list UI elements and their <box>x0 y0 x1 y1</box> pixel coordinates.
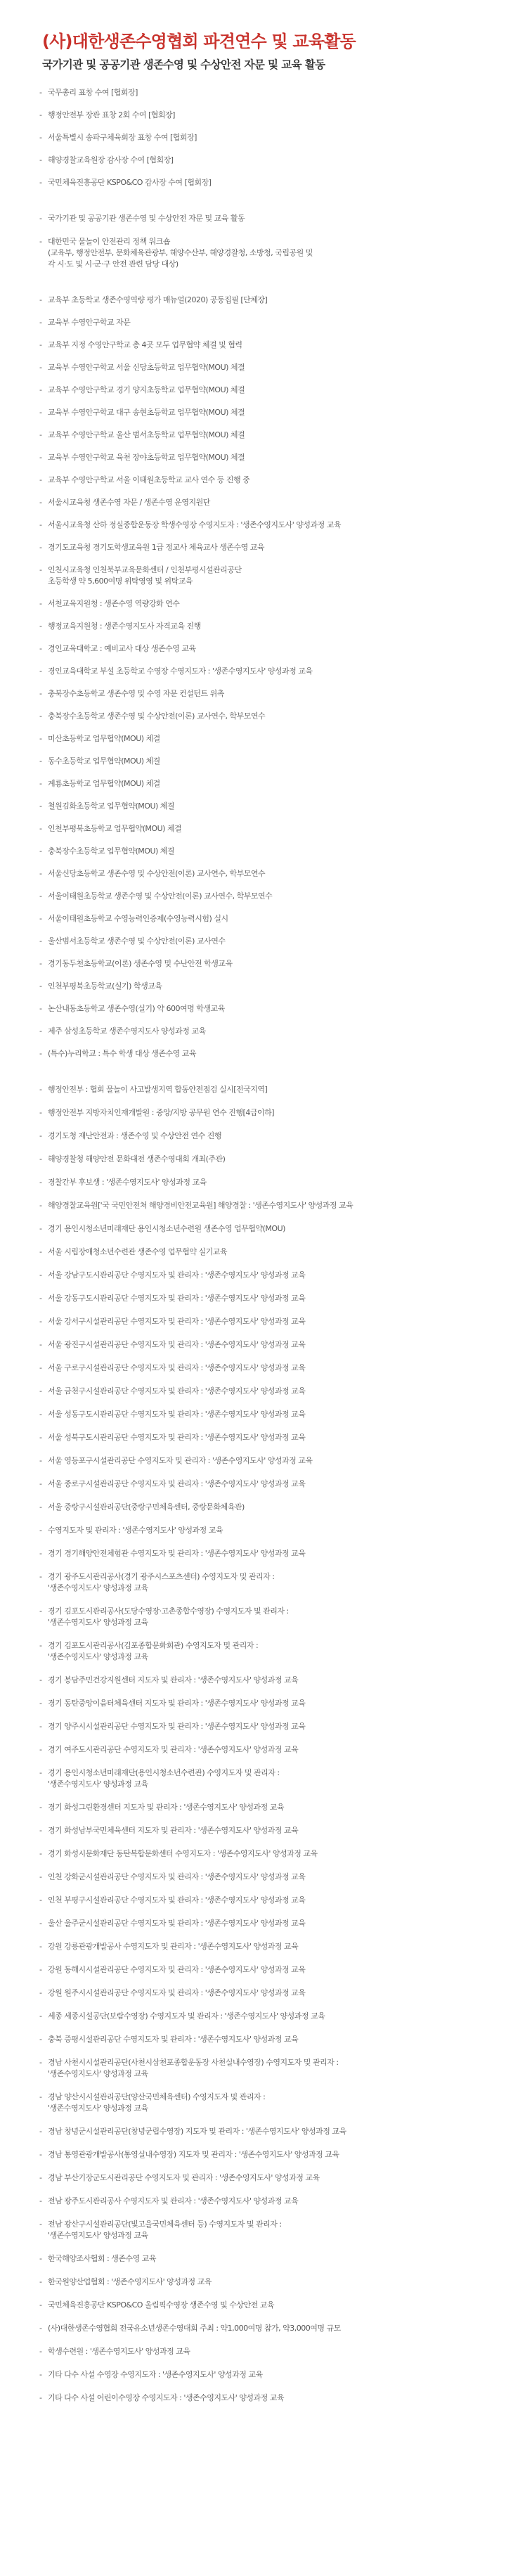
list-item-text: 국민체육진흥공단 KSPO&CO 올림픽수영장 생존수영 및 수상안전 교육 <box>48 2300 275 2310</box>
list-item-text: 경기 화성그린환경센터 지도자 및 관리자 : '생존수영지도사' 양성과정 교육 <box>48 1803 285 1812</box>
list-item <box>39 520 485 531</box>
list-item-text: 교육부 수영안구학교 서울 신당초등학교 업무협약(MOU) 체결 <box>48 363 245 372</box>
list-item-text: 행정안전부 지방자치인재개발원 : 중앙/지방 공무원 연수 진행[4급이하] <box>48 1108 274 1117</box>
list-item-text: 경찰간부 후보생 : '생존수영지도사' 양성과정 교육 <box>48 1178 207 1187</box>
bullet-dash: - <box>39 1479 42 1488</box>
list-item <box>39 2346 485 2357</box>
list-item-text: 충북장수초등학교 생존수영 및 수상안전(이론) 교사연수, 학부모연수 <box>48 711 266 721</box>
bullet-dash: - <box>39 801 42 811</box>
bullet-dash: - <box>39 475 42 484</box>
list-item <box>39 958 485 970</box>
list-item-text: 경인교육대학교 : 예비교사 대상 생존수영 교육 <box>48 644 196 653</box>
list-item <box>39 1988 485 1999</box>
list-item-text: 서울이태원초등학교 생존수영 및 수상안전(이론) 교사연수, 학부모연수 <box>48 891 273 901</box>
list-item-text: 서울시교육청 산하 정실종합운동장 학생수영장 수영지도자 : '생존수영지도사' 양성과정 교육 <box>48 520 342 529</box>
bullet-dash: - <box>39 1154 42 1164</box>
list-item <box>39 1154 485 1165</box>
list-item-text: 충북 증평시설관리공단 수영지도자 및 관리자 : '생존수영지도사' 양성과정 교육 <box>48 2035 299 2044</box>
bullet-dash: - <box>39 453 42 462</box>
bullet-dash: - <box>39 2393 42 2402</box>
bullet-dash: - <box>39 2058 42 2067</box>
list-item-text: 서울시교육청 생존수영 자문 / 생존수영 운영지원단 <box>48 498 210 507</box>
bullet-dash: - <box>39 1410 42 1419</box>
bullet-dash: - <box>39 1004 42 1013</box>
bullet-dash: - <box>39 1247 42 1256</box>
bullet-dash: - <box>39 110 42 120</box>
bullet-dash: - <box>39 133 42 142</box>
list-item-text: 경기 동탄중앙이음터체육센터 지도자 및 관리자 : '생존수영지도사' 양성과정 교육 <box>48 1699 306 1708</box>
list-item <box>39 213 485 224</box>
list-item <box>39 1048 485 1060</box>
bullet-dash: - <box>39 711 42 721</box>
list-item-text: 동수초등학교 업무협약(MOU) 체결 <box>48 756 160 766</box>
list-item <box>39 1698 485 1709</box>
bullet-dash: - <box>39 543 42 552</box>
list-item <box>39 110 485 121</box>
list-item <box>39 1363 485 1374</box>
list-item-text: 경남 양산시시설관리공단(양산국민체육센터) 수영지도자 및 관리자 : '생존수영지도사' 양성과정 교육 <box>48 2092 266 2113</box>
bullet-dash: - <box>39 2011 42 2021</box>
list-item <box>39 2196 485 2207</box>
list-item-text: 서울 종로구시설관리공단 수영지도자 및 관리자 : '생존수영지도사' 양성과정 교육 <box>48 1479 306 1488</box>
list-item-text: 경남 통영관광개발공사(통영실내수영장) 지도자 및 관리자 : '생존수영지도사' 양성과정 교육 <box>48 2150 339 2159</box>
bullet-dash: - <box>39 155 42 165</box>
list-item <box>39 340 485 351</box>
list-item <box>39 542 485 553</box>
list-item-text: 교육부 수영안구학교 울산 범서초등학교 업무협약(MOU) 체결 <box>48 430 245 439</box>
list-item <box>39 2369 485 2381</box>
list-item-text: 경기 여주도시관리공단 수영지도자 및 관리자 : '생존수영지도사' 양성과정 교육 <box>48 1745 299 1754</box>
bullet-dash: - <box>39 2196 42 2205</box>
bullet-dash: - <box>39 237 42 246</box>
list-item <box>39 981 485 992</box>
bullet-dash: - <box>39 1108 42 1117</box>
list-item <box>39 475 485 486</box>
list-item <box>39 2253 485 2265</box>
list-item-text: 교육부 수영안구학교 자문 <box>48 318 131 327</box>
list-item <box>39 407 485 418</box>
list-item-text: 충북장수초등학교 업무협약(MOU) 체결 <box>48 846 175 856</box>
bullet-dash: - <box>39 385 42 394</box>
list-item <box>39 2219 485 2241</box>
bullet-dash: - <box>39 959 42 968</box>
activity-section <box>39 1084 485 2404</box>
list-item-text: 경기도교육청 경기도학생교육원 1급 정교사 체육교사 생존수영 교육 <box>48 543 265 552</box>
list-item <box>39 913 485 925</box>
list-item-text: 행정교육지원청 : 생존수영지도사 자격교육 진행 <box>48 622 201 631</box>
list-item-text: 경기 봉담주민건강지원센터 지도자 및 관리자 : '생존수영지도사' 양성과정 교육 <box>48 1675 299 1685</box>
list-item-text: 국가기관 및 공공기관 생존수영 및 수상안전 자문 및 교육 활동 <box>48 214 245 223</box>
list-item-text: 강원 원주시시설관리공단 수영지도자 및 관리자 : '생존수영지도사' 양성과정 교육 <box>48 1988 306 1997</box>
list-item-text: 서울 강동구도시관리공단 수영지도자 및 관리자 : '생존수영지도사' 양성과정 교육 <box>48 1294 306 1303</box>
list-item-text: 강원 강릉관광개발공사 수영지도자 및 관리자 : '생존수영지도사' 양성과정 교육 <box>48 1942 299 1951</box>
bullet-dash: - <box>39 2035 42 2044</box>
bullet-dash: - <box>39 1872 42 1881</box>
bullet-dash: - <box>39 2173 42 2182</box>
bullet-dash: - <box>39 2300 42 2310</box>
bullet-dash: - <box>39 1363 42 1372</box>
list-item <box>39 778 485 790</box>
bullet-dash: - <box>39 363 42 372</box>
bullet-dash: - <box>39 1803 42 1812</box>
list-item <box>39 497 485 508</box>
list-item-text: 계룡초등학교 업무협약(MOU) 체결 <box>48 779 160 788</box>
activity-section <box>39 295 485 1060</box>
list-item-text: 강원 동해시시설관리공단 수영지도자 및 관리자 : '생존수영지도사' 양성과정 교육 <box>48 1965 306 1974</box>
list-item <box>39 1767 485 1790</box>
list-item <box>39 1941 485 1952</box>
list-item <box>39 1571 485 1594</box>
list-item-text: 교육부 수영안구학교 경기 양지초등학교 업무협약(MOU) 체결 <box>48 385 245 394</box>
bullet-dash: - <box>39 1826 42 1835</box>
bullet-dash: - <box>39 1699 42 1708</box>
bullet-dash: - <box>39 1433 42 1442</box>
list-item <box>39 1872 485 1883</box>
list-item <box>39 868 485 880</box>
bullet-dash: - <box>39 1317 42 1326</box>
bullet-dash: - <box>39 430 42 439</box>
bullet-dash: - <box>39 1849 42 1858</box>
bullet-dash: - <box>39 2127 42 2136</box>
bullet-dash: - <box>39 1224 42 1233</box>
list-item-text: 서울 금천구시설관리공단 수영지도자 및 관리자 : '생존수영지도사' 양성과정 교육 <box>48 1386 306 1396</box>
list-item-text: 경기 광주도시관리공사(경기 광주시스포츠센터) 수영지도자 및 관리자 : '생존수영지도사' 양성과정 교육 <box>48 1572 275 1592</box>
list-item-text: 경기 양주시시설관리공단 수영지도자 및 관리자 : '생존수영지도사' 양성과정 교육 <box>48 1722 306 1731</box>
bullet-dash: - <box>39 1502 42 1512</box>
list-item <box>39 1455 485 1467</box>
bullet-dash: - <box>39 2220 42 2229</box>
list-item <box>39 891 485 902</box>
list-item-text: 서울이태원초등학교 수영능력인증제(수영능력시험) 실시 <box>48 914 228 923</box>
bullet-dash: - <box>39 779 42 788</box>
list-item-text: 교육부 수영안구학교 육천 장야초등학교 업무협약(MOU) 체결 <box>48 453 245 462</box>
list-item-text: 서울 광진구시설관리공단 수영지도자 및 관리자 : '생존수영지도사' 양성과정 교육 <box>48 1340 306 1349</box>
list-item <box>39 2034 485 2045</box>
list-item <box>39 2300 485 2311</box>
list-item <box>39 1177 485 1188</box>
bullet-dash: - <box>39 2370 42 2379</box>
list-item-text: 서울 구로구시설관리공단 수영지도자 및 관리자 : '생존수영지도사' 양성과정 교육 <box>48 1363 306 1372</box>
list-item <box>39 1918 485 1929</box>
list-item <box>39 598 485 610</box>
list-item <box>39 666 485 677</box>
bullet-dash: - <box>39 1606 42 1616</box>
list-item <box>39 1895 485 1906</box>
list-item-text: 경남 창녕군시설관리공단(창녕군립수영장) 지도자 및 관리자 : '생존수영지도사' 양성과정 교육 <box>48 2127 346 2136</box>
list-item <box>39 177 485 188</box>
page-title: (사)대한생존수영협회 파견연수 및 교육활동 <box>42 32 356 51</box>
list-item-text: 경기도청 재난안전과 : 생존수영 및 수상안전 연수 진행 <box>48 1131 221 1140</box>
list-item-text: 한국해양조사협회 : 생존수영 교육 <box>48 2254 156 2263</box>
list-item <box>39 936 485 947</box>
bullet-dash: - <box>39 824 42 833</box>
list-item <box>39 2393 485 2404</box>
bullet-dash: - <box>39 2277 42 2286</box>
list-item-text: 울산 울주군시설관리공단 수영지도자 및 관리자 : '생존수영지도사' 양성과정 교육 <box>48 1919 306 1928</box>
list-item <box>39 711 485 722</box>
list-item <box>39 1247 485 1258</box>
page-subtitle: 국가기관 및 공공기관 생존수영 및 수상안전 자문 및 교육 활동 <box>42 58 325 71</box>
bullet-dash: - <box>39 734 42 743</box>
list-item <box>39 295 485 306</box>
bullet-dash: - <box>39 599 42 608</box>
list-item-text: 울산범서초등학교 생존수영 및 수상안전(이론) 교사연수 <box>48 936 226 946</box>
bullet-dash: - <box>39 214 42 223</box>
list-item <box>39 1802 485 1813</box>
list-item <box>39 1640 485 1663</box>
list-item-text: 경남 부산기장군도시관리공단 수영지도자 및 관리자 : '생존수영지도사' 양성과정 교육 <box>48 2173 320 2182</box>
bullet-dash: - <box>39 340 42 349</box>
list-item <box>39 2126 485 2137</box>
bullet-dash: - <box>39 88 42 97</box>
list-item-text: 교육부 수영안구학교 서울 이태원초등학교 교사 연수 등 진행 중 <box>48 475 250 484</box>
list-item <box>39 430 485 441</box>
list-item-text: 기타 다수 사설 어린이수영장 수영지도자 : '생존수영지도사' 양성과정 교육 <box>48 2393 285 2402</box>
bullet-dash: - <box>39 1294 42 1303</box>
bullet-dash: - <box>39 2347 42 2356</box>
list-item-text: 세종 세종시설공단(보람수영장) 수영지도자 및 관리자 : '생존수영지도사' 양성과정 교육 <box>48 2011 325 2021</box>
bullet-dash: - <box>39 1965 42 1974</box>
bullet-dash: - <box>39 936 42 946</box>
list-item <box>39 1223 485 1235</box>
list-item <box>39 1131 485 1142</box>
bullet-dash: - <box>39 1768 42 1777</box>
list-item-text: 경기 화성남부국민체육센터 지도자 및 관리자 : '생존수영지도사' 양성과정 교육 <box>48 1826 299 1835</box>
bullet-dash: - <box>39 1178 42 1187</box>
list-item-text: 서울특별시 송파구체육회장 표창 수여 [협회장] <box>48 133 197 142</box>
list-item-text: 기타 다수 사설 수영장 수영지도자 : '생존수영지도사' 양성과정 교육 <box>48 2370 263 2379</box>
list-item <box>39 2149 485 2160</box>
list-item-text: 경기 용인시청소년미래재단(용인시청소년수련관) 수영지도자 및 관리자 : '생존수영지도사' 양성과정 교육 <box>48 1768 280 1789</box>
bullet-dash: - <box>39 869 42 878</box>
list-item <box>39 733 485 745</box>
list-item-text: 해양경찰교육원장 감사장 수여 [협회장] <box>48 155 174 165</box>
list-item-text: 인천부평북초등학교(실기) 학생교육 <box>48 981 162 991</box>
list-item <box>39 688 485 700</box>
activity-section <box>39 213 485 270</box>
list-item-text: 서울 강서구시설관리공단 수영지도자 및 관리자 : '생존수영지도사' 양성과정 교육 <box>48 1317 306 1326</box>
list-item <box>39 1548 485 1559</box>
list-item-text: 경인교육대학교 부설 초등학교 수영장 수영지도자 : '생존수영지도사' 양성과정 교육 <box>48 666 313 676</box>
list-item-text: 경기 용인시청소년미래재단 용인시청소년수련원 생존수영 업무협약(MOU) <box>48 1224 285 1233</box>
list-item-text: 대한민국 물놀이 안전관리 정책 워크숍 (교육부, 행정안전부, 문화체육관광부, 해양수산부, 해양경찰청, 소방청, 국립공원 및 각 시·도 및 시·군·구 안전 관련 담당 대상) <box>48 237 313 269</box>
bullet-dash: - <box>39 1942 42 1951</box>
list-item <box>39 1316 485 1327</box>
list-item <box>39 643 485 655</box>
bullet-dash: - <box>39 1526 42 1535</box>
list-item <box>39 1502 485 1513</box>
list-item-text: 국무총리 표창 수여 [협회장] <box>48 88 138 97</box>
list-item-text: 경남 사천시시설관리공단(사천시삼천포종합운동장 사천실내수영장) 수영지도자 및 관리자 : '생존수영지도사' 양성과정 교육 <box>48 2058 339 2078</box>
list-item-text: 해양경찰청 해양안전 문화대전 생존수영대회 개최(주관) <box>48 1154 226 1164</box>
bullet-dash: - <box>39 318 42 327</box>
bullet-dash: - <box>39 644 42 653</box>
list-item-text: 논산내동초등학교 생존수영(실기) 약 600여명 학생교육 <box>48 1004 225 1013</box>
list-item <box>39 2276 485 2288</box>
bullet-dash: - <box>39 1131 42 1140</box>
list-item-text: 서울 영등포구시설관리공단 수영지도자 및 관리자 : '생존수영지도사' 양성과정 교육 <box>48 1456 313 1465</box>
list-item-text: 서울 강남구도시관리공단 수영지도자 및 관리자 : '생존수영지도사' 양성과정 교육 <box>48 1270 306 1280</box>
bullet-dash: - <box>39 1988 42 1997</box>
list-item <box>39 2092 485 2114</box>
list-item-text: 미산초등학교 업무협약(MOU) 체결 <box>48 734 160 743</box>
list-item-text: (사)대한생존수영협회 전국유소년생존수영대회 주최 : 약1,000여명 참가, 약3,000여명 규모 <box>48 2324 341 2333</box>
bullet-dash: - <box>39 295 42 304</box>
list-item <box>39 1675 485 1686</box>
list-item <box>39 1270 485 1281</box>
list-item-text: 교육부 지정 수영안구학교 총 4곳 모두 업무협약 체결 및 협력 <box>48 340 242 349</box>
bullet-dash: - <box>39 1895 42 1905</box>
bullet-dash: - <box>39 2254 42 2263</box>
bullet-dash: - <box>39 498 42 507</box>
bullet-dash: - <box>39 1386 42 1396</box>
list-item <box>39 846 485 857</box>
list-item-text: 서울 시립장애청소년수련관 생존수영 업무협약 실기교육 <box>48 1247 228 1256</box>
bullet-dash: - <box>39 1085 42 1094</box>
bullet-dash: - <box>39 914 42 923</box>
bullet-dash: - <box>39 891 42 901</box>
bullet-dash: - <box>39 2092 42 2101</box>
bullet-dash: - <box>39 1919 42 1928</box>
bullet-dash: - <box>39 565 42 574</box>
list-item <box>39 1084 485 1095</box>
list-item <box>39 1386 485 1397</box>
list-item-text: 학생수련원 : '생존수영지도사' 양성과정 교육 <box>48 2347 190 2356</box>
list-item <box>39 1479 485 1490</box>
bullet-dash: - <box>39 1572 42 1581</box>
list-item-text: 인천부평북초등학교 업무협약(MOU) 체결 <box>48 824 182 833</box>
bullet-dash: - <box>39 178 42 187</box>
list-item <box>39 1432 485 1443</box>
list-item <box>39 155 485 166</box>
list-item <box>39 1200 485 1211</box>
list-item-text: 서울 중랑구시설관리공단(중랑구민체육센터, 중랑문화체육관) <box>48 1502 245 1512</box>
list-item-text: 서울 성북구도시관리공단 수영지도자 및 관리자 : '생존수영지도사' 양성과정 교육 <box>48 1433 306 1442</box>
list-item-text: 인천 강화군시설관리공단 수영지도자 및 관리자 : '생존수영지도사' 양성과정 교육 <box>48 1872 306 1881</box>
list-item-text: 전남 광산구시설관리공단(빛고을국민체육센터 등) 수영지도자 및 관리자 : '생존수영지도사' 양성과정 교육 <box>48 2220 282 2240</box>
bullet-dash: - <box>39 1340 42 1349</box>
bullet-dash: - <box>39 1026 42 1036</box>
list-item <box>39 823 485 835</box>
list-item <box>39 1744 485 1756</box>
list-item <box>39 565 485 587</box>
bullet-dash: - <box>39 1641 42 1650</box>
list-item-text: 경기 경기해양안전체험관 수영지도자 및 관리자 : '생존수영지도사' 양성과정 교육 <box>48 1549 306 1558</box>
list-item <box>39 1964 485 1976</box>
list-item <box>39 2011 485 2022</box>
list-item <box>39 756 485 767</box>
list-item-text: 행정안전부 장관 표창 2회 수여 [협회장] <box>48 110 175 120</box>
bullet-dash: - <box>39 408 42 417</box>
list-item-text: 전남 광주도시관리공사 수영지도자 및 관리자 : '생존수영지도사' 양성과정 교육 <box>48 2196 299 2205</box>
list-item <box>39 2172 485 2184</box>
list-item-text: 충북장수초등학교 생존수영 및 수영 자문 컨설턴트 위촉 <box>48 689 224 698</box>
list-item-text: 경기 김포도시관리공사(도당수영장·고촌종합수영장) 수영지도자 및 관리자 : '생존수영지도사' 양성과정 교육 <box>48 1606 289 1627</box>
list-item <box>39 1003 485 1015</box>
list-item <box>39 621 485 632</box>
list-item <box>39 1525 485 1536</box>
bullet-dash: - <box>39 2150 42 2159</box>
list-item <box>39 236 485 270</box>
bullet-dash: - <box>39 1745 42 1754</box>
list-item-text: 해양경찰교육원['국 국민안전처 해양경비안전교육원] 해양경찰 : '생존수영지도사' 양성과정 교육 <box>48 1201 353 1210</box>
bullet-dash: - <box>39 756 42 766</box>
bullet-dash: - <box>39 1456 42 1465</box>
list-item-text: 국민체육진흥공단 KSPO&CO 감사장 수여 [협회장] <box>48 178 212 187</box>
list-item-text: (특수)누리학교 : 특수 학생 대상 생존수영 교육 <box>48 1049 197 1058</box>
bullet-dash: - <box>39 981 42 991</box>
list-item <box>39 1339 485 1351</box>
list-item <box>39 1848 485 1860</box>
list-item-text: 경기 김포도시관리공사(김포종합문화회관) 수영지도자 및 관리자 : '생존수영지도사' 양성과정 교육 <box>48 1641 259 1661</box>
bullet-dash: - <box>39 1675 42 1685</box>
list-item <box>39 385 485 396</box>
list-item <box>39 1026 485 1037</box>
list-item-text: 한국원양산업협회 : '생존수영지도사' 양성과정 교육 <box>48 2277 212 2286</box>
list-item <box>39 1606 485 1628</box>
list-item-text: 경기동두천초등학교(이론) 생존수영 및 수난안전 학생교육 <box>48 959 233 968</box>
list-item <box>39 132 485 143</box>
list-item-text: 서천교육지원청 : 생존수영 역량강화 연수 <box>48 599 180 608</box>
list-item-text: 서울신당초등학교 생존수영 및 수상안전(이론) 교사연수, 학부모연수 <box>48 869 266 878</box>
bullet-dash: - <box>39 1722 42 1731</box>
list-item <box>39 362 485 373</box>
list-item <box>39 1107 485 1119</box>
bullet-dash: - <box>39 1549 42 1558</box>
bullet-dash: - <box>39 622 42 631</box>
bullet-dash: - <box>39 689 42 698</box>
list-item-text: 인천 부평구시설관리공단 수영지도자 및 관리자 : '생존수영지도사' 양성과정 교육 <box>48 1895 306 1905</box>
list-item <box>39 2057 485 2080</box>
list-item-text: 교육부 수영안구학교 대구 송현초등학교 업무협약(MOU) 체결 <box>48 408 245 417</box>
list-item-text: 서울 성동구도시관리공단 수영지도자 및 관리자 : '생존수영지도사' 양성과정 교육 <box>48 1410 306 1419</box>
list-item-text: 교육부 초등학교 생존수영역량 평가 매뉴얼(2020) 공동집필 [단체장] <box>48 295 268 304</box>
list-item <box>39 2323 485 2334</box>
bullet-dash: - <box>39 2324 42 2333</box>
bullet-dash: - <box>39 1270 42 1280</box>
activity-section <box>39 87 485 188</box>
list-item <box>39 1721 485 1732</box>
list-item <box>39 1409 485 1420</box>
bullet-dash: - <box>39 520 42 529</box>
bullet-dash: - <box>39 1049 42 1058</box>
list-item-text: 수영지도자 및 관리자 : '생존수영지도사' 양성과정 교육 <box>48 1526 223 1535</box>
list-item-text: 경기 화성시문화재단 동탄복합문화센터 수영지도자 : '생존수영지도사' 양성과정 교육 <box>48 1849 318 1858</box>
list-item <box>39 1825 485 1836</box>
list-item-text: 인천시교육청 인천북부교육문화센터 / 인천부평시설관리공단 초등학생 약 5,600여명 위탁영영 및 위탁교육 <box>48 565 242 586</box>
list-item-text: 철원김화초등학교 업무협약(MOU) 체결 <box>48 801 175 811</box>
activity-sections <box>39 87 485 2404</box>
bullet-dash: - <box>39 1201 42 1210</box>
list-item <box>39 452 485 463</box>
list-item-text: 제주 삼성초등학교 생존수영지도사 양성과정 교육 <box>48 1026 206 1036</box>
list-item-text: 행정안전부 : 협회 물놀이 사고발생지역 합동안전점검 실시[전국지역] <box>48 1085 268 1094</box>
list-item <box>39 1293 485 1304</box>
bullet-dash: - <box>39 666 42 676</box>
list-item <box>39 87 485 98</box>
bullet-dash: - <box>39 846 42 856</box>
list-item <box>39 801 485 812</box>
list-item <box>39 317 485 328</box>
